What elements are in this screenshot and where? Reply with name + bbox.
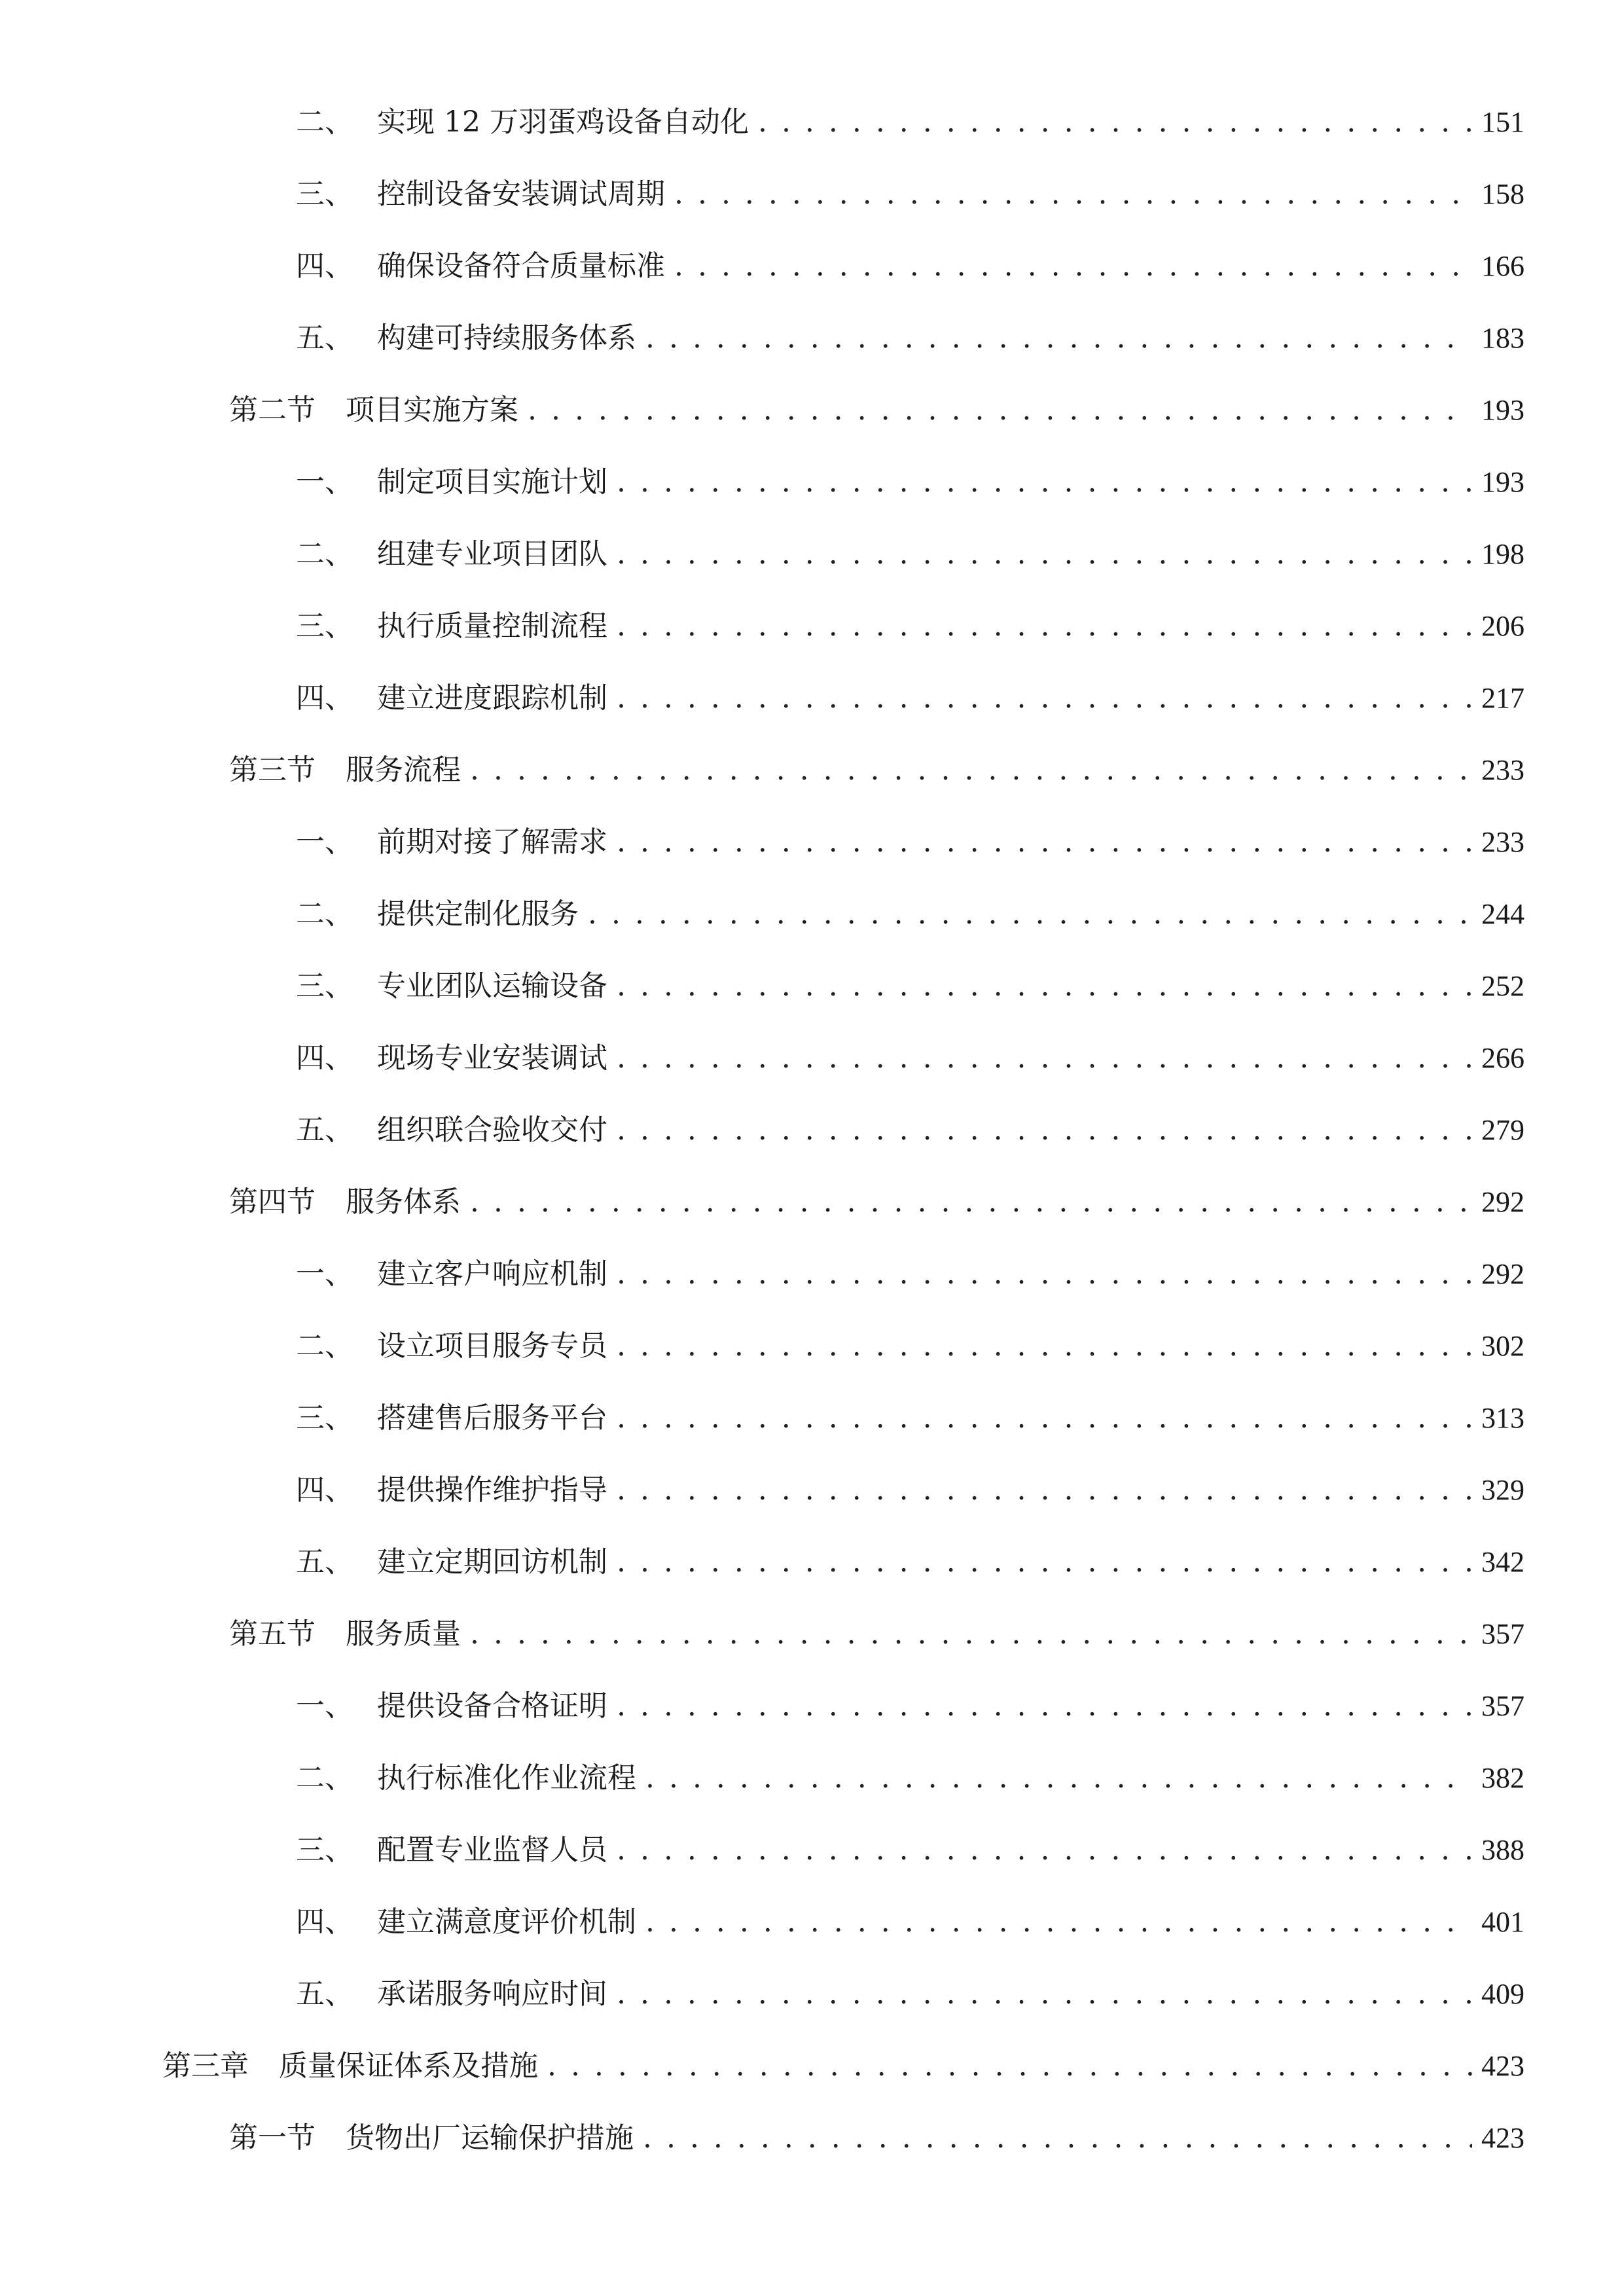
entry-title: 实现 12 万羽蛋鸡设备自动化	[377, 105, 749, 139]
page-number: 342	[1481, 1546, 1525, 1578]
entry-number: 一、	[296, 825, 353, 859]
dot-leader	[617, 1107, 1472, 1153]
dot-leader	[617, 675, 1472, 721]
page-number: 244	[1481, 898, 1525, 930]
dot-leader	[617, 963, 1472, 1009]
entry-number: 第五节	[229, 1617, 316, 1651]
entry-number: 二、	[296, 1761, 353, 1795]
toc-entry-item[interactable]	[296, 1395, 1525, 1441]
page-number: 193	[1481, 394, 1525, 426]
entry-number: 一、	[296, 465, 353, 499]
toc-entry-item[interactable]	[296, 1107, 1525, 1153]
entry-number: 五、	[296, 1977, 353, 2011]
page-number: 279	[1481, 1114, 1525, 1146]
toc-entry-item[interactable]	[296, 459, 1525, 505]
dot-leader	[758, 99, 1472, 145]
entry-number: 四、	[296, 1473, 353, 1507]
page-number: 388	[1481, 1834, 1525, 1866]
toc-entry-section[interactable]	[229, 387, 1525, 433]
dot-leader	[617, 1827, 1472, 1873]
entry-number: 二、	[296, 897, 353, 931]
entry-number: 一、	[296, 1689, 353, 1723]
page-number: 151	[1481, 106, 1525, 138]
dot-leader	[643, 2115, 1472, 2161]
dot-leader	[617, 819, 1472, 865]
entry-title: 项目实施方案	[346, 393, 518, 427]
toc-entry-item[interactable]	[296, 1467, 1525, 1513]
page-number: 217	[1481, 682, 1525, 714]
entry-number: 五、	[296, 1545, 353, 1579]
page-number: 401	[1481, 1906, 1525, 1938]
entry-title: 提供定制化服务	[377, 897, 579, 931]
toc-entry-section[interactable]	[229, 1179, 1525, 1225]
entry-title: 建立定期回访机制	[377, 1545, 607, 1579]
page-number: 302	[1481, 1330, 1525, 1362]
page-number: 158	[1481, 178, 1525, 210]
dot-leader	[674, 243, 1472, 289]
entry-number: 四、	[296, 681, 353, 715]
dot-leader	[617, 603, 1472, 649]
dot-leader	[645, 1899, 1472, 1945]
dot-leader	[645, 1755, 1472, 1801]
toc-entry-item[interactable]	[296, 99, 1525, 145]
page-number: 193	[1481, 466, 1525, 498]
page-number: 409	[1481, 1978, 1525, 2010]
entry-title: 货物出厂运输保护措施	[346, 2121, 634, 2155]
entry-number: 第一节	[229, 2121, 316, 2155]
page-number: 292	[1481, 1186, 1525, 1218]
dot-leader	[547, 2043, 1472, 2089]
entry-number: 第三节	[229, 753, 316, 787]
entry-number: 第二节	[229, 393, 316, 427]
toc-entry-item[interactable]	[296, 603, 1525, 649]
toc-entry-item[interactable]	[296, 315, 1525, 361]
page-number: 292	[1481, 1258, 1525, 1290]
dot-leader	[645, 315, 1472, 361]
page-number: 423	[1481, 2122, 1525, 2154]
toc-entry-item[interactable]	[296, 1539, 1525, 1585]
toc-entry-chapter[interactable]	[162, 2043, 1525, 2089]
toc-entry-item[interactable]	[296, 675, 1525, 721]
entry-title: 确保设备符合质量标准	[377, 249, 665, 283]
entry-title: 控制设备安装调试周期	[377, 177, 665, 211]
entry-number: 五、	[296, 321, 353, 355]
entry-title: 服务流程	[346, 753, 461, 787]
page-number: 357	[1481, 1690, 1525, 1722]
entry-number: 四、	[296, 1041, 353, 1075]
page-number: 313	[1481, 1402, 1525, 1434]
entry-title: 制定项目实施计划	[377, 465, 607, 499]
page-number: 233	[1481, 826, 1525, 858]
toc-entry-item[interactable]	[296, 531, 1525, 577]
entry-number: 二、	[296, 1329, 353, 1363]
page-number: 198	[1481, 538, 1525, 570]
dot-leader	[674, 171, 1472, 217]
entry-title: 提供设备合格证明	[377, 1689, 607, 1723]
dot-leader	[617, 1035, 1472, 1081]
page-number: 233	[1481, 754, 1525, 786]
entry-title: 承诺服务响应时间	[377, 1977, 607, 2011]
page-number: 252	[1481, 970, 1525, 1002]
toc-entry-item[interactable]	[296, 1683, 1525, 1729]
dot-leader	[617, 1251, 1472, 1297]
toc-entry-item[interactable]	[296, 243, 1525, 289]
toc-entry-item[interactable]	[296, 891, 1525, 937]
page-number: 166	[1481, 250, 1525, 282]
toc-entry-item[interactable]	[296, 1899, 1525, 1945]
entry-title: 建立进度跟踪机制	[377, 681, 607, 715]
dot-leader	[617, 1683, 1472, 1729]
page-number: 357	[1481, 1618, 1525, 1650]
dot-leader	[470, 1611, 1472, 1657]
entry-title: 建立客户响应机制	[377, 1257, 607, 1291]
page-number: 266	[1481, 1042, 1525, 1074]
dot-leader	[617, 1323, 1472, 1369]
toc-entry-item[interactable]	[296, 1971, 1525, 2017]
entry-title: 执行标准化作业流程	[377, 1761, 636, 1795]
entry-number: 第三章	[162, 2049, 249, 2083]
entry-title: 服务质量	[346, 1617, 461, 1651]
entry-number: 五、	[296, 1113, 353, 1147]
page-number: 183	[1481, 322, 1525, 354]
entry-number: 三、	[296, 969, 353, 1003]
entry-title: 配置专业监督人员	[377, 1833, 607, 1867]
dot-leader	[528, 387, 1472, 433]
entry-title: 现场专业安装调试	[377, 1041, 607, 1075]
toc-entry-item[interactable]	[296, 1755, 1525, 1801]
entry-title: 执行质量控制流程	[377, 609, 607, 643]
toc-entry-item[interactable]	[296, 1827, 1525, 1873]
entry-title: 服务体系	[346, 1185, 461, 1219]
dot-leader	[617, 1539, 1472, 1585]
toc-entry-section[interactable]	[229, 747, 1525, 793]
entry-number: 三、	[296, 609, 353, 643]
dot-leader	[617, 1971, 1472, 2017]
entry-title: 设立项目服务专员	[377, 1329, 607, 1363]
dot-leader	[470, 747, 1472, 793]
entry-number: 三、	[296, 1833, 353, 1867]
entry-number: 第四节	[229, 1185, 316, 1219]
toc-entry-item[interactable]	[296, 171, 1525, 217]
toc-entry-item[interactable]	[296, 963, 1525, 1009]
toc-entry-item[interactable]	[296, 1035, 1525, 1081]
entry-number: 四、	[296, 1905, 353, 1939]
entry-number: 四、	[296, 249, 353, 283]
toc-entry-section[interactable]	[229, 2115, 1525, 2161]
entry-title: 前期对接了解需求	[377, 825, 607, 859]
entry-number: 一、	[296, 1257, 353, 1291]
toc-entry-item[interactable]	[296, 1323, 1525, 1369]
entry-title: 搭建售后服务平台	[377, 1401, 607, 1435]
dot-leader	[617, 531, 1472, 577]
dot-leader	[617, 1467, 1472, 1513]
toc-entry-item[interactable]	[296, 1251, 1525, 1297]
page-number: 423	[1481, 2050, 1525, 2082]
entry-title: 专业团队运输设备	[377, 969, 607, 1003]
entry-number: 三、	[296, 177, 353, 211]
toc-entry-section[interactable]	[229, 1611, 1525, 1657]
dot-leader	[617, 459, 1472, 505]
entry-number: 三、	[296, 1401, 353, 1435]
dot-leader	[470, 1179, 1472, 1225]
entry-number: 二、	[296, 537, 353, 571]
page-number: 382	[1481, 1762, 1525, 1794]
entry-number: 二、	[296, 105, 353, 139]
dot-leader	[617, 1395, 1472, 1441]
entry-title: 建立满意度评价机制	[377, 1905, 636, 1939]
toc-entry-item[interactable]	[296, 819, 1525, 865]
entry-title: 构建可持续服务体系	[377, 321, 636, 355]
entry-title: 组织联合验收交付	[377, 1113, 607, 1147]
entry-title: 组建专业项目团队	[377, 537, 607, 571]
entry-title: 质量保证体系及措施	[279, 2049, 538, 2083]
page-number: 329	[1481, 1474, 1525, 1506]
entry-title: 提供操作维护指导	[377, 1473, 607, 1507]
dot-leader	[588, 891, 1472, 937]
page-number: 206	[1481, 610, 1525, 642]
